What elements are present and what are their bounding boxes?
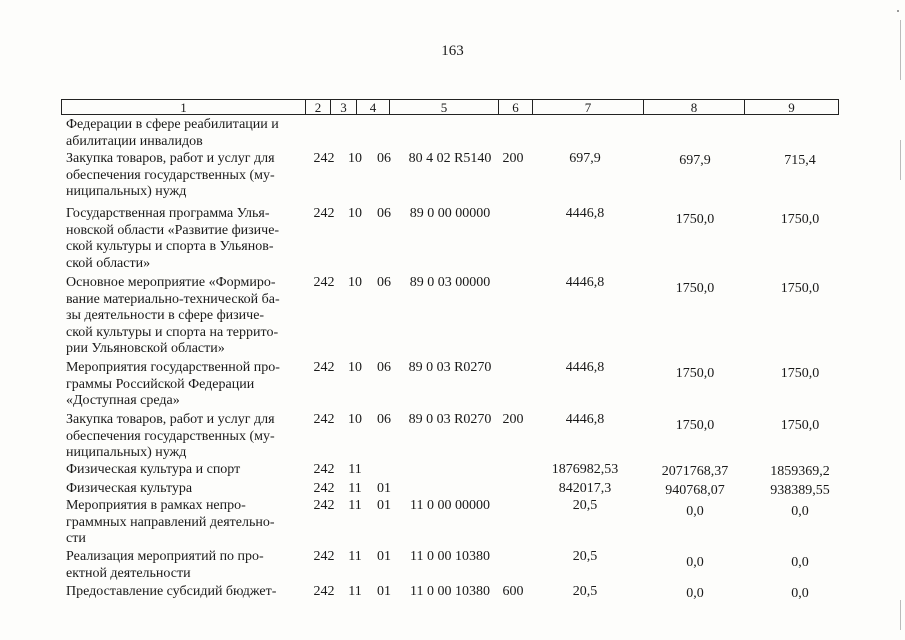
cell-col-8: 940768,07 xyxy=(665,483,725,498)
cell-col-7: 1876982,53 xyxy=(551,462,619,477)
cell-col-7: 842017,3 xyxy=(558,481,612,496)
cell-col-8: 1750,0 xyxy=(675,366,715,381)
description-line: Закупка товаров, работ и услуг для xyxy=(66,412,275,427)
cell-col-2: 242 xyxy=(313,360,335,375)
cell-col-3: 10 xyxy=(348,360,362,375)
cell-col-6: 200 xyxy=(502,151,524,166)
row-description xyxy=(66,498,302,548)
cell-col-4: 06 xyxy=(377,360,391,375)
header-col-6: 6 xyxy=(499,100,533,114)
cell-col-8: 0,0 xyxy=(686,586,704,601)
header-col-1: 1 xyxy=(62,100,306,114)
row-description xyxy=(66,360,302,410)
description-line: Предоставление субсидий бюджет- xyxy=(66,584,277,599)
cell-col-7: 20,5 xyxy=(572,549,598,564)
cell-col-7: 4446,8 xyxy=(565,360,605,375)
cell-col-5: 11 0 00 10380 xyxy=(410,584,490,599)
cell-col-5: 11 0 00 00000 xyxy=(410,498,490,513)
header-col-9: 9 xyxy=(788,100,795,115)
cell-col-4: 06 xyxy=(377,206,391,221)
cell-col-9: 0,0 xyxy=(791,586,809,601)
row-description xyxy=(66,412,302,462)
description-line: ниципальных) нужд xyxy=(66,445,187,460)
cell-col-5: 11 0 00 10380 xyxy=(410,549,490,564)
cell-col-3: 10 xyxy=(348,275,362,290)
row-description xyxy=(66,549,302,582)
description-line: абилитации инвалидов xyxy=(66,133,203,149)
cell-col-2: 242 xyxy=(313,462,335,477)
row-description xyxy=(66,584,302,601)
table-header xyxy=(61,99,839,115)
cell-col-4: 01 xyxy=(377,549,391,564)
cell-col-3: 11 xyxy=(348,584,362,599)
cell-col-9: 0,0 xyxy=(791,555,809,570)
description-line: Основное мероприятие «Формиро- xyxy=(66,275,276,290)
cell-col-9: 0,0 xyxy=(791,504,809,519)
cell-col-7: 20,5 xyxy=(572,584,598,599)
description-line: сти xyxy=(66,531,86,546)
cell-col-2: 242 xyxy=(313,549,335,564)
header-col-4: 4 xyxy=(357,100,390,114)
cell-col-5: 89 0 03 R0270 xyxy=(408,412,492,427)
cell-col-8: 697,9 xyxy=(679,153,711,168)
cell-col-8: 2071768,37 xyxy=(661,464,729,479)
header-col-5: 5 xyxy=(390,100,499,114)
cell-col-7: 4446,8 xyxy=(565,206,605,221)
cell-col-9: 938389,55 xyxy=(770,483,830,498)
scan-margin-marks xyxy=(893,0,905,640)
cell-col-9: 1750,0 xyxy=(780,212,820,227)
cell-col-2: 242 xyxy=(313,151,335,166)
cell-col-2: 242 xyxy=(313,481,335,496)
cell-col-7: 697,9 xyxy=(569,151,601,166)
cell-col-7: 4446,8 xyxy=(565,275,605,290)
cell-col-4: 06 xyxy=(377,275,391,290)
description-line: ской культуры и спорта в Ульянов- xyxy=(66,239,274,254)
description-line: ниципальных) нужд xyxy=(66,184,187,199)
cell-col-9: 1750,0 xyxy=(780,366,820,381)
page-number: 163 xyxy=(441,43,464,59)
cell-col-2: 242 xyxy=(313,498,335,513)
cell-col-3: 10 xyxy=(348,151,362,166)
description-line: «Доступная среда» xyxy=(66,393,180,408)
cell-col-6: 200 xyxy=(502,412,524,427)
description-line: вание материально-технической ба- xyxy=(66,291,280,307)
description-line: зы деятельности в сфере физиче- xyxy=(66,308,265,323)
row-description xyxy=(66,117,302,150)
header-col-3: 3 xyxy=(331,100,357,114)
cell-col-4: 01 xyxy=(377,584,391,599)
description-line: граммы Российской Федерации xyxy=(66,376,255,392)
cell-col-7: 4446,8 xyxy=(565,412,605,427)
cell-col-3: 11 xyxy=(348,462,362,477)
row-description xyxy=(66,462,302,479)
cell-col-8: 1750,0 xyxy=(675,281,715,296)
cell-col-2: 242 xyxy=(313,584,335,599)
description-line: ской культуры и спорта на террито- xyxy=(66,324,279,340)
cell-col-3: 10 xyxy=(348,412,362,427)
cell-col-3: 11 xyxy=(348,481,362,496)
description-line: обеспечения государственных (му- xyxy=(66,428,275,444)
description-line: новской области «Развитие физиче- xyxy=(66,222,280,238)
description-line: Физическая культура и спорт xyxy=(66,462,241,477)
description-line: Реализация мероприятий по про- xyxy=(66,549,264,564)
row-description xyxy=(66,481,302,498)
cell-col-3: 10 xyxy=(348,206,362,221)
cell-col-6: 600 xyxy=(502,584,524,599)
cell-col-8: 1750,0 xyxy=(675,212,715,227)
cell-col-9: 715,4 xyxy=(784,153,816,168)
description-line: Мероприятия государственной про- xyxy=(66,360,280,375)
header-col-2: 2 xyxy=(306,100,331,114)
row-description xyxy=(66,151,302,201)
cell-col-4: 06 xyxy=(377,412,391,427)
cell-col-4: 01 xyxy=(377,481,391,496)
description-line: Закупка товаров, работ и услуг для xyxy=(66,151,275,166)
description-line: рии Ульяновской области» xyxy=(66,341,225,356)
description-line: Государственная программа Улья- xyxy=(66,206,270,221)
cell-col-4: 01 xyxy=(377,498,391,513)
description-line: ектной деятельности xyxy=(66,565,191,581)
cell-col-8: 0,0 xyxy=(686,555,704,570)
description-line: обеспечения государственных (му- xyxy=(66,167,275,183)
cell-col-2: 242 xyxy=(313,206,335,221)
description-line: Федерации в сфере реабилитации и xyxy=(66,117,279,132)
cell-col-8: 1750,0 xyxy=(675,418,715,433)
cell-col-5: 89 0 00 00000 xyxy=(409,206,491,221)
cell-col-2: 242 xyxy=(313,412,335,427)
cell-col-9: 1750,0 xyxy=(780,418,820,433)
description-line: граммных направлений деятельно- xyxy=(66,514,275,530)
cell-col-5: 89 0 03 R0270 xyxy=(408,360,492,375)
cell-col-9: 1750,0 xyxy=(780,281,820,296)
cell-col-3: 11 xyxy=(348,498,362,513)
cell-col-7: 20,5 xyxy=(572,498,598,513)
description-line: ской области» xyxy=(66,255,151,271)
header-col-7: 7 xyxy=(533,100,644,114)
description-line: Физическая культура xyxy=(66,481,193,496)
cell-col-4: 06 xyxy=(377,151,391,166)
description-line: Мероприятия в рамках непро- xyxy=(66,498,246,513)
row-description xyxy=(66,275,302,358)
cell-col-5: 89 0 03 00000 xyxy=(409,275,491,290)
cell-col-3: 11 xyxy=(348,549,362,564)
header-col-8: 8 xyxy=(644,100,745,114)
cell-col-2: 242 xyxy=(313,275,335,290)
cell-col-9: 1859369,2 xyxy=(770,464,830,479)
cell-col-8: 0,0 xyxy=(686,504,704,519)
cell-col-5: 80 4 02 R5140 xyxy=(408,151,492,166)
row-description xyxy=(66,206,302,272)
